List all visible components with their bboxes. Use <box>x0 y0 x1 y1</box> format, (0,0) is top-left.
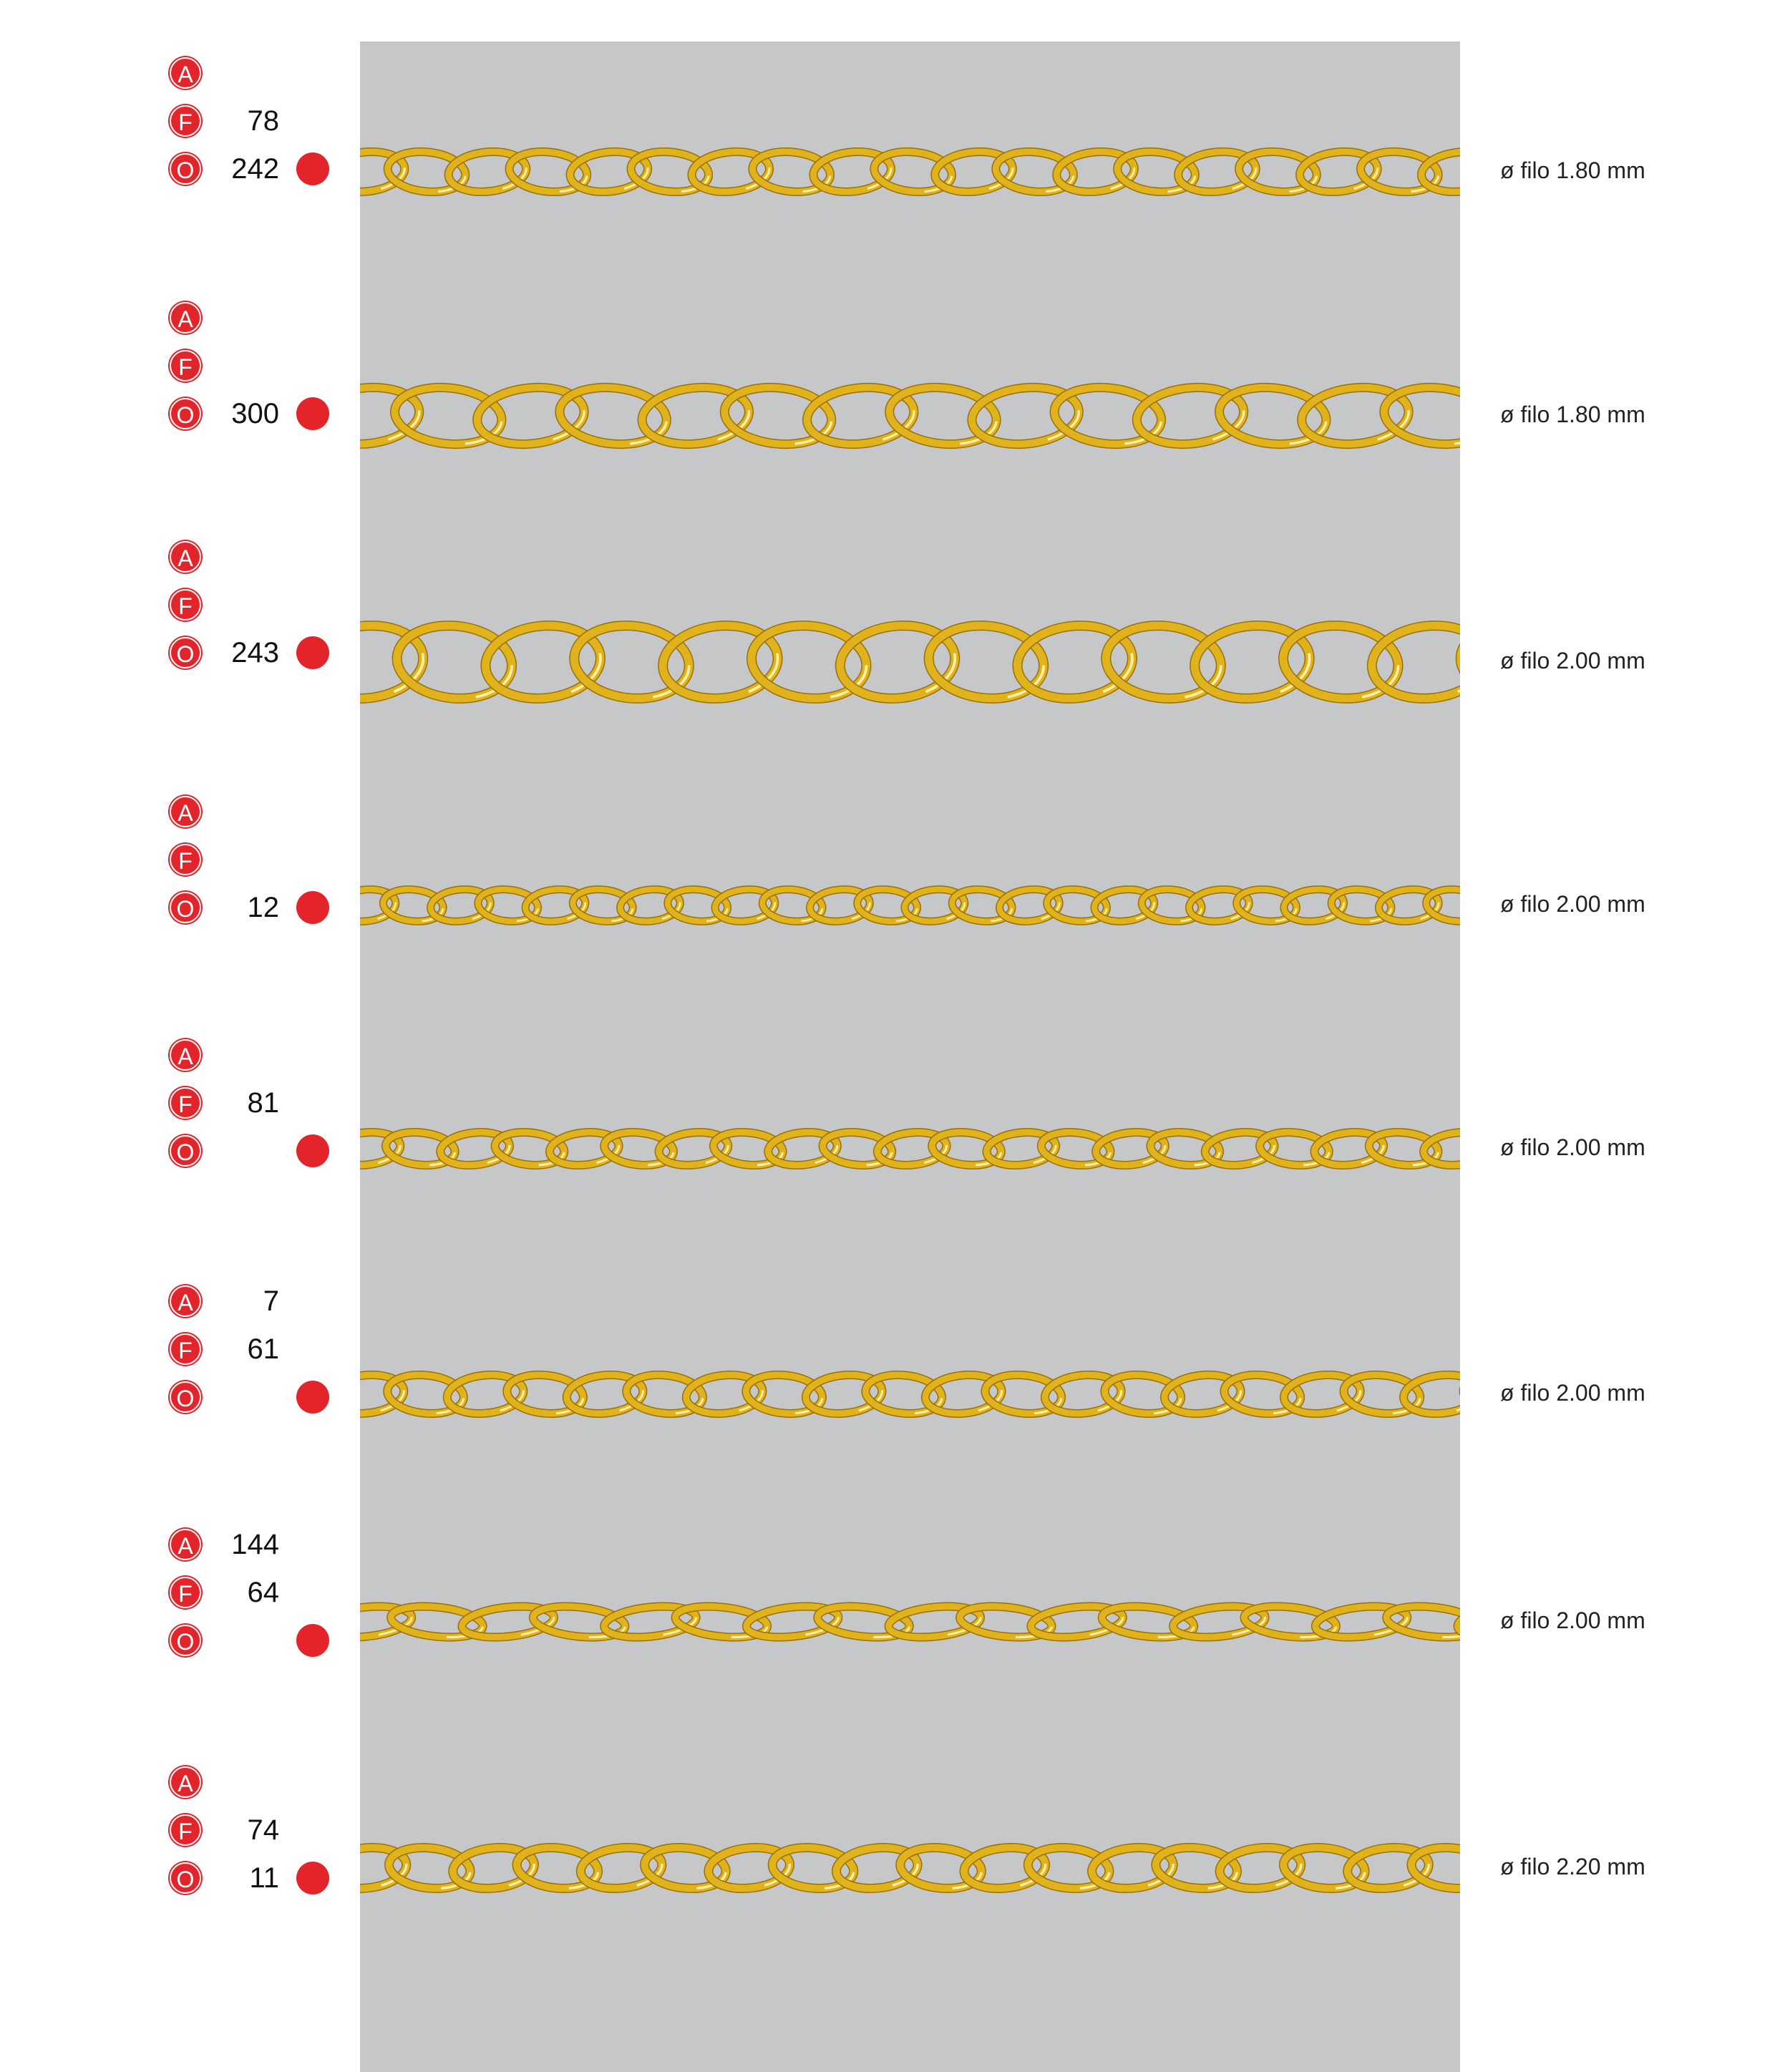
red-dot-icon <box>296 1624 329 1657</box>
chain-5 <box>360 1115 1460 1182</box>
badge-o-icon: O <box>170 1862 201 1894</box>
code-f: 81 <box>247 1087 279 1119</box>
code-f: 64 <box>247 1577 279 1608</box>
chain-link <box>1381 382 1460 449</box>
code-o: 12 <box>247 892 279 923</box>
chain-2 <box>360 370 1460 462</box>
badge-a-icon: A <box>170 1039 201 1071</box>
wire-diameter-label: ø filo 2.00 mm <box>1500 1380 1645 1406</box>
badge-a-icon: A <box>170 1285 201 1317</box>
chain-photo-panel <box>360 42 1460 2072</box>
badge-a-icon: A <box>170 302 201 334</box>
wire-diameter-label: ø filo 2.00 mm <box>1500 891 1645 917</box>
chain-4 <box>360 872 1460 938</box>
code-a: 7 <box>263 1285 279 1317</box>
code-o: 11 <box>249 1862 279 1894</box>
wire-diameter-label: ø filo 2.00 mm <box>1500 648 1645 673</box>
badge-o-icon: O <box>170 892 201 923</box>
badge-o-icon: O <box>170 1135 201 1167</box>
badge-f-icon: F <box>170 1087 201 1119</box>
badge-f-icon: F <box>170 844 201 875</box>
red-dot-icon <box>296 1862 329 1895</box>
chain-8 <box>360 1830 1460 1906</box>
row-labels-column <box>0 0 360 2072</box>
code-f: 78 <box>247 105 279 137</box>
badge-o-icon: O <box>170 1625 201 1656</box>
chain-3 <box>360 608 1460 716</box>
red-dot-icon <box>296 1134 329 1167</box>
chain-link <box>1401 1371 1460 1417</box>
red-dot-icon <box>296 397 329 430</box>
badge-f-icon: F <box>170 1333 201 1365</box>
red-dot-icon <box>296 891 329 924</box>
code-f: 61 <box>247 1333 279 1365</box>
code-o: 300 <box>231 398 279 429</box>
badge-f-icon: F <box>170 350 201 381</box>
chain-1 <box>360 135 1460 209</box>
red-dot-icon <box>296 152 329 185</box>
code-o: 243 <box>231 637 279 668</box>
wire-diameter-label: ø filo 1.80 mm <box>1500 157 1645 183</box>
code-a: 144 <box>231 1529 279 1560</box>
chain-7 <box>360 1590 1460 1654</box>
badge-o-icon: O <box>170 1381 201 1413</box>
badge-o-icon: O <box>170 637 201 668</box>
red-dot-icon <box>296 1381 329 1414</box>
badge-o-icon: O <box>170 398 201 429</box>
badge-f-icon: F <box>170 589 201 621</box>
badge-o-icon: O <box>170 153 201 185</box>
wire-diameter-label: ø filo 2.00 mm <box>1500 1134 1645 1160</box>
chain-6 <box>360 1358 1460 1431</box>
badge-a-icon: A <box>170 57 201 89</box>
wire-diameter-label: ø filo 2.20 mm <box>1500 1854 1645 1879</box>
red-dot-icon <box>296 636 329 669</box>
badge-a-icon: A <box>170 541 201 573</box>
badge-a-icon: A <box>170 796 201 827</box>
chain-link <box>1385 1602 1460 1641</box>
badge-f-icon: F <box>170 1814 201 1846</box>
wire-diameter-label: ø filo 1.80 mm <box>1500 402 1645 427</box>
chain-link <box>1368 620 1460 704</box>
code-f: 74 <box>247 1814 279 1846</box>
code-o: 242 <box>231 153 279 185</box>
badge-f-icon: F <box>170 1577 201 1608</box>
badge-a-icon: A <box>170 1766 201 1798</box>
badge-f-icon: F <box>170 105 201 137</box>
wire-diameter-label: ø filo 2.00 mm <box>1500 1607 1645 1633</box>
badge-a-icon: A <box>170 1529 201 1560</box>
